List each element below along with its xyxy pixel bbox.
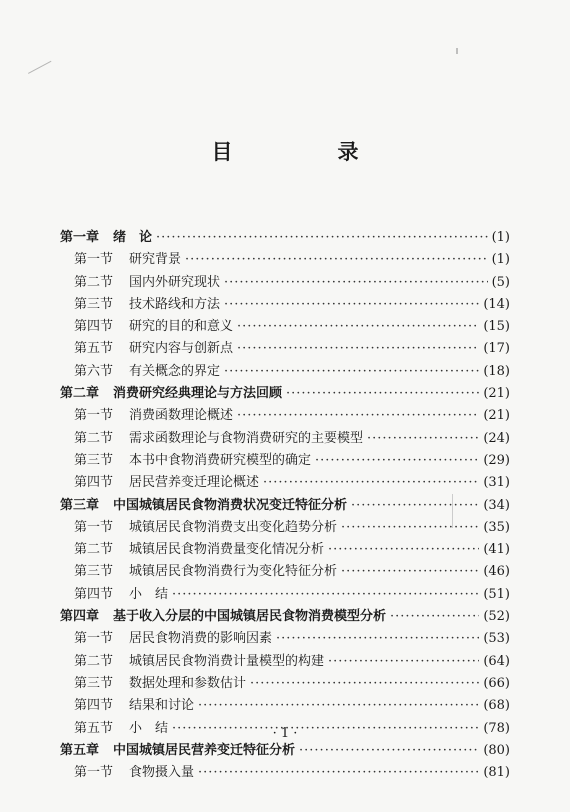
toc-entry-title: 居民营养变迁理论概述 — [129, 475, 260, 491]
page-title: 目 录 — [211, 139, 401, 164]
toc-entry-title: 中国城镇居民营养变迁特征分析 — [113, 742, 296, 758]
dot-leader — [390, 609, 479, 624]
toc-entry-number: 第四节 — [74, 475, 114, 491]
toc-page-number: (34) — [483, 497, 510, 513]
toc-entry-title: 小 结 — [129, 720, 169, 736]
toc-section-row — [60, 427, 510, 449]
toc-section-row — [60, 271, 510, 293]
dot-leader — [156, 230, 488, 245]
scan-dot — [456, 48, 458, 54]
toc-entry-title: 技术路线和方法 — [129, 296, 221, 312]
dot-leader — [351, 498, 479, 513]
toc-section-row — [60, 471, 510, 493]
toc-page-number: (1) — [491, 230, 510, 245]
dot-leader — [299, 743, 479, 758]
dot-leader — [237, 408, 479, 423]
toc-entry-title: 城镇居民食物消费计量模型的构建 — [129, 653, 325, 669]
toc-entry-number: 第五节 — [74, 341, 114, 357]
toc-page-number: (5) — [491, 274, 510, 290]
dot-leader — [237, 341, 479, 356]
toc-page-number: (14) — [483, 296, 510, 312]
scan-line — [452, 494, 453, 528]
toc-page-number: (66) — [483, 675, 510, 691]
toc-entry-number: 第三节 — [74, 452, 114, 468]
toc-page-number: (31) — [483, 475, 510, 491]
toc-entry-number: 第三章 — [60, 497, 100, 513]
toc-section-row — [60, 761, 510, 783]
toc-entry-title: 需求函数理论与食物消费研究的主要模型 — [129, 430, 364, 446]
toc-entry-number: 第四节 — [74, 698, 114, 714]
dot-leader — [198, 698, 479, 713]
toc-entry-number: 第三节 — [74, 675, 114, 691]
toc-entry-number: 第一节 — [74, 765, 114, 781]
toc-entry-title: 消费函数理论概述 — [129, 408, 234, 424]
toc-page-number: (29) — [483, 452, 510, 468]
toc-section-row — [60, 449, 510, 471]
toc-entry-title: 基于收入分层的中国城镇居民食物消费模型分析 — [113, 609, 387, 625]
toc-entry-title: 结果和讨论 — [129, 698, 195, 714]
toc-entry-number: 第六节 — [74, 363, 114, 379]
toc-entry-number: 第四节 — [74, 319, 114, 335]
toc-section-row — [60, 694, 510, 716]
toc-section-row — [60, 315, 510, 337]
toc-page-number: (18) — [483, 363, 510, 379]
page-number: · 1 · — [272, 726, 298, 741]
dot-leader — [185, 252, 488, 267]
toc-page-number: (46) — [483, 564, 510, 580]
toc-entry-title: 居民食物消费的影响因素 — [129, 631, 273, 647]
toc-chapter-row — [60, 494, 510, 516]
toc-page-number: (64) — [483, 653, 510, 669]
toc-page-number: (80) — [483, 742, 510, 758]
toc-chapter-row — [60, 739, 510, 761]
toc-entry-number: 第四节 — [74, 586, 114, 602]
toc-section-row — [60, 360, 510, 382]
toc-entry-number: 第二节 — [74, 542, 114, 558]
toc-entry-title: 城镇居民食物消费量变化情况分析 — [129, 542, 325, 558]
toc-page-number: (53) — [483, 631, 510, 647]
toc-entry-title: 本书中食物消费研究模型的确定 — [129, 452, 312, 468]
toc-page-number: (52) — [483, 609, 510, 625]
dot-leader — [224, 297, 479, 312]
toc-section-row — [60, 583, 510, 605]
toc-entry-number: 第一节 — [74, 252, 114, 268]
dot-leader — [172, 587, 479, 602]
toc-section-row — [60, 404, 510, 426]
toc-entry-title: 数据处理和参数估计 — [129, 675, 247, 691]
toc-page-number: (41) — [483, 542, 510, 558]
toc-section-row — [60, 337, 510, 359]
dot-leader — [328, 654, 479, 669]
toc-page-number: (21) — [483, 386, 510, 402]
toc-entry-number: 第二节 — [74, 653, 114, 669]
toc-entry-title: 绪 论 — [113, 230, 153, 245]
toc-section-row — [60, 248, 510, 270]
toc-entry-number: 第二章 — [60, 386, 100, 402]
toc-entry-number: 第三节 — [74, 564, 114, 580]
toc-entry-number: 第二节 — [74, 274, 114, 290]
dot-leader — [315, 453, 479, 468]
toc-entry-title: 研究背景 — [129, 252, 182, 268]
toc-entry-title: 中国城镇居民食物消费状况变迁特征分析 — [113, 497, 348, 513]
toc-entry-number: 第四章 — [60, 609, 100, 625]
toc-section-row — [60, 516, 510, 538]
toc-entry-title: 有关概念的界定 — [129, 363, 221, 379]
toc-section-row — [60, 627, 510, 649]
toc-page-number: (51) — [483, 586, 510, 602]
toc-entry-title: 研究内容与创新点 — [129, 341, 234, 357]
toc-page-number: (24) — [483, 430, 510, 446]
dot-leader — [328, 542, 479, 557]
toc-entry-title: 食物摄入量 — [129, 765, 195, 781]
toc-section-row — [60, 672, 510, 694]
toc-entry-number: 第二节 — [74, 430, 114, 446]
toc-entry-title: 消费研究经典理论与方法回顾 — [113, 386, 283, 402]
toc-entry-title: 小 结 — [129, 586, 169, 602]
toc-entry-number: 第五章 — [60, 742, 100, 758]
toc-page-number: (1) — [491, 252, 510, 268]
toc-section-row — [60, 560, 510, 582]
toc-entry-title: 研究的目的和意义 — [129, 319, 234, 335]
toc-entry-title: 城镇居民食物消费支出变化趋势分析 — [129, 519, 338, 535]
toc-page-number: (15) — [483, 319, 510, 335]
toc-entry-number: 第一节 — [74, 519, 114, 535]
toc-chapter-row — [60, 226, 510, 248]
toc-page-number: (78) — [483, 720, 510, 736]
dot-leader — [224, 364, 479, 379]
scan-mark — [28, 61, 58, 86]
dot-leader — [263, 475, 479, 490]
toc-entry-number: 第五节 — [74, 720, 114, 736]
dot-leader — [276, 631, 479, 646]
toc-page-number: (81) — [483, 765, 510, 781]
dot-leader — [224, 275, 488, 290]
toc-entry-number: 第三节 — [74, 296, 114, 312]
dot-leader — [367, 431, 479, 446]
dot-leader — [198, 765, 479, 780]
toc-chapter-row — [60, 605, 510, 627]
toc-chapter-row — [60, 382, 510, 404]
toc-section-row — [60, 538, 510, 560]
table-of-contents — [60, 226, 510, 783]
toc-section-row — [60, 293, 510, 315]
toc-entry-title: 国内外研究现状 — [129, 274, 221, 290]
dot-leader — [250, 676, 479, 691]
toc-page-number: (68) — [483, 698, 510, 714]
toc-page-number: (35) — [483, 519, 510, 535]
dot-leader — [341, 564, 479, 579]
toc-entry-number: 第一节 — [74, 631, 114, 647]
toc-page-number: (17) — [483, 341, 510, 357]
toc-entry-number: 第一节 — [74, 408, 114, 424]
toc-entry-number: 第一章 — [60, 230, 100, 245]
toc-entry-title: 城镇居民食物消费行为变化特征分析 — [129, 564, 338, 580]
dot-leader — [286, 386, 479, 401]
toc-page-number: (21) — [483, 408, 510, 424]
dot-leader — [341, 520, 479, 535]
dot-leader — [237, 319, 479, 334]
toc-section-row — [60, 650, 510, 672]
